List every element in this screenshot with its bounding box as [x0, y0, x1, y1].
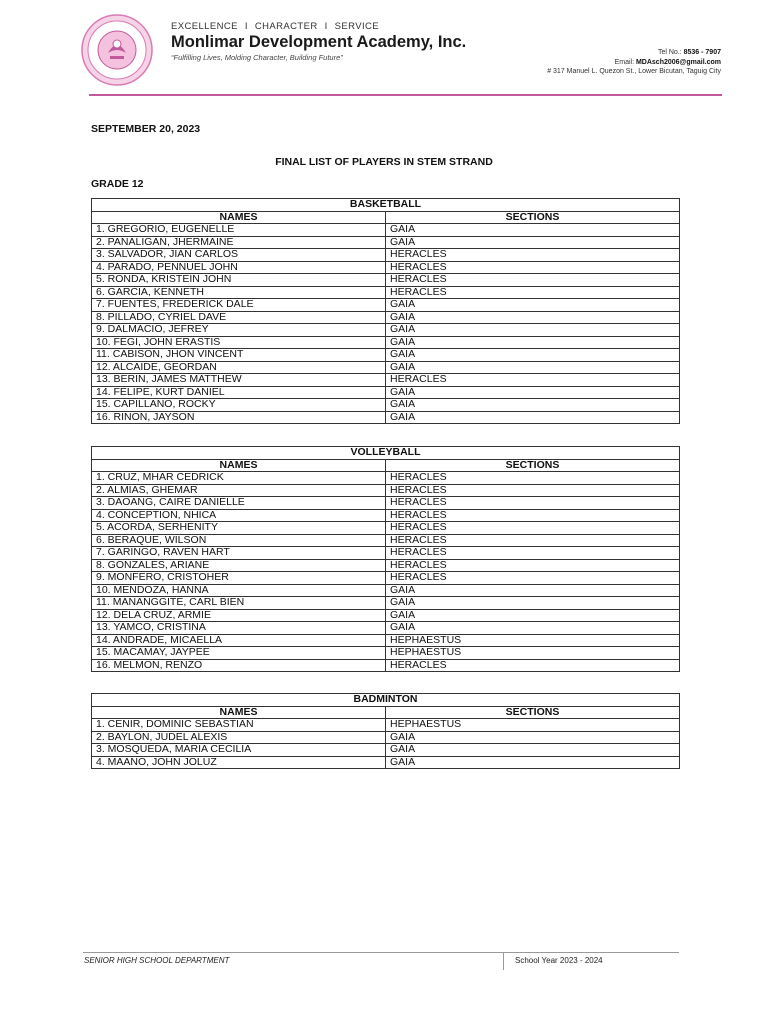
table-row	[92, 497, 680, 510]
player-name-cell: 12. ALCAIDE, GEORDAN	[92, 361, 386, 374]
table-row	[92, 522, 680, 535]
table-row	[92, 374, 680, 387]
table-row	[92, 719, 680, 732]
player-name-cell: 1. GREGORIO, EUGENELLE	[92, 224, 386, 237]
section-cell: GAIA	[386, 622, 680, 635]
player-name-cell: 4. MAANO, JOHN JOLUZ	[92, 756, 386, 769]
table-row	[92, 472, 680, 485]
contact-tel	[547, 48, 721, 58]
motto-separator: I	[244, 21, 248, 32]
table-row	[92, 559, 680, 572]
table-row	[92, 336, 680, 349]
section-cell: HEPHAESTUS	[386, 634, 680, 647]
table-row	[92, 484, 680, 497]
volleyball-roster-table	[91, 446, 680, 672]
player-name-cell: 11. MANANGGITE, CARL BIEN	[92, 597, 386, 610]
section-cell: GAIA	[386, 411, 680, 424]
section-cell: GAIA	[386, 584, 680, 597]
table-row	[92, 349, 680, 362]
player-name-cell: 1. CRUZ, MHAR CEDRICK	[92, 472, 386, 485]
table-title-row	[92, 199, 680, 212]
header-divider	[89, 94, 722, 96]
table-header-row	[92, 459, 680, 472]
player-name-cell: 6. BERAQUE, WILSON	[92, 534, 386, 547]
footer-column-divider	[503, 953, 504, 970]
section-cell: GAIA	[386, 399, 680, 412]
section-cell: HERACLES	[386, 534, 680, 547]
player-name-cell: 1. CENIR, DOMINIC SEBASTIAN	[92, 719, 386, 732]
sport-title: BADMINTON	[92, 694, 680, 707]
section-cell: GAIA	[386, 311, 680, 324]
table-header-row	[92, 706, 680, 719]
tel-value: 8536 - 7907	[683, 49, 721, 56]
table-row	[92, 361, 680, 374]
table-row	[92, 756, 680, 769]
section-cell: GAIA	[386, 336, 680, 349]
school-tagline: “Fulfilling Lives, Molding Character, Building Future”	[171, 53, 343, 62]
player-name-cell: 13. YAMCO, CRISTINA	[92, 622, 386, 635]
section-cell: HERACLES	[386, 497, 680, 510]
motto-separator: I	[324, 21, 328, 32]
school-motto	[171, 21, 379, 32]
footer-school-year: School Year 2023 - 2024	[515, 956, 603, 965]
table-row	[92, 622, 680, 635]
table-row	[92, 634, 680, 647]
player-name-cell: 14. FELIPE, KURT DANIEL	[92, 386, 386, 399]
motto-word: EXCELLENCE	[171, 21, 238, 32]
sport-title: VOLLEYBALL	[92, 447, 680, 460]
names-column-header: NAMES	[92, 459, 386, 472]
table-row	[92, 731, 680, 744]
section-cell: GAIA	[386, 609, 680, 622]
tel-label: Tel No.:	[657, 49, 682, 56]
player-name-cell: 5. RONDA, KRISTEIN JOHN	[92, 274, 386, 287]
player-name-cell: 3. SALVADOR, JIAN CARLOS	[92, 249, 386, 262]
player-name-cell: 15. CAPILLANO, ROCKY	[92, 399, 386, 412]
player-name-cell: 2. PANALIGAN, JHERMAINE	[92, 236, 386, 249]
table-row	[92, 584, 680, 597]
section-cell: GAIA	[386, 731, 680, 744]
section-cell: HERACLES	[386, 547, 680, 560]
names-column-header: NAMES	[92, 706, 386, 719]
table-row	[92, 236, 680, 249]
player-name-cell: 7. GARINGO, RAVEN HART	[92, 547, 386, 560]
section-cell: GAIA	[386, 299, 680, 312]
section-cell: HEPHAESTUS	[386, 719, 680, 732]
table-row	[92, 609, 680, 622]
section-cell: GAIA	[386, 744, 680, 757]
section-cell: GAIA	[386, 597, 680, 610]
section-cell: HERACLES	[386, 261, 680, 274]
contact-block	[547, 48, 721, 77]
table-row	[92, 224, 680, 237]
player-name-cell: 9. DALMACIO, JEFREY	[92, 324, 386, 337]
sport-title: BASKETBALL	[92, 199, 680, 212]
table-row	[92, 597, 680, 610]
motto-word: CHARACTER	[254, 21, 318, 32]
table-row	[92, 572, 680, 585]
table-row	[92, 659, 680, 672]
section-cell: HERACLES	[386, 374, 680, 387]
section-cell: GAIA	[386, 349, 680, 362]
motto-word: SERVICE	[334, 21, 379, 32]
player-name-cell: 14. ANDRADE, MICAELLA	[92, 634, 386, 647]
section-cell: HERACLES	[386, 659, 680, 672]
contact-address: # 317 Manuel L. Quezon St., Lower Bicutan, Taguig City	[547, 68, 721, 75]
section-cell: GAIA	[386, 756, 680, 769]
table-row	[92, 411, 680, 424]
table-title-row	[92, 447, 680, 460]
section-cell: GAIA	[386, 386, 680, 399]
contact-email	[547, 58, 721, 68]
section-cell: GAIA	[386, 236, 680, 249]
table-row	[92, 274, 680, 287]
section-cell: GAIA	[386, 224, 680, 237]
table-row	[92, 647, 680, 660]
section-cell: HERACLES	[386, 484, 680, 497]
section-cell: GAIA	[386, 361, 680, 374]
footer-department: SENIOR HIGH SCHOOL DEPARTMENT	[84, 956, 230, 965]
badminton-roster-table	[91, 693, 680, 769]
table-row	[92, 249, 680, 262]
section-cell: HERACLES	[386, 274, 680, 287]
table-row	[92, 286, 680, 299]
table-row	[92, 399, 680, 412]
player-name-cell: 10. FEGI, JOHN ERASTIS	[92, 336, 386, 349]
email-value: MDAsch2006@gmail.com	[635, 58, 721, 66]
table-row	[92, 324, 680, 337]
player-name-cell: 3. MOSQUEDA, MARIA CECILIA	[92, 744, 386, 757]
table-header-row	[92, 211, 680, 224]
player-name-cell: 7. FUENTES, FREDERICK DALE	[92, 299, 386, 312]
player-name-cell: 8. GONZALES, ARIANE	[92, 559, 386, 572]
player-name-cell: 16. RINON, JAYSON	[92, 411, 386, 424]
document-title: FINAL LIST OF PLAYERS IN STEM STRAND	[275, 156, 493, 168]
section-cell: HERACLES	[386, 559, 680, 572]
player-name-cell: 13. BERIN, JAMES MATTHEW	[92, 374, 386, 387]
section-cell: HERACLES	[386, 472, 680, 485]
table-row	[92, 744, 680, 757]
section-cell: HERACLES	[386, 249, 680, 262]
player-name-cell: 4. PARADO, PENNUEL JOHN	[92, 261, 386, 274]
table-row	[92, 386, 680, 399]
footer-divider	[83, 952, 679, 953]
player-name-cell: 12. DELA CRUZ, ARMIE	[92, 609, 386, 622]
school-seal-logo	[80, 13, 154, 87]
player-name-cell: 15. MACAMAY, JAYPEE	[92, 647, 386, 660]
player-name-cell: 2. ALMIAS, GHEMAR	[92, 484, 386, 497]
section-cell: GAIA	[386, 324, 680, 337]
table-row	[92, 311, 680, 324]
player-name-cell: 4. CONCEPTION, NHICA	[92, 509, 386, 522]
table-title-row	[92, 694, 680, 707]
table-row	[92, 509, 680, 522]
player-name-cell: 3. DAOANG, CAIRE DANIELLE	[92, 497, 386, 510]
player-name-cell: 5. ACORDA, SERHENITY	[92, 522, 386, 535]
basketball-roster-table	[91, 198, 680, 424]
table-row	[92, 534, 680, 547]
school-name: Monlimar Development Academy, Inc.	[171, 33, 467, 51]
sections-column-header: SECTIONS	[386, 459, 680, 472]
section-cell: HEPHAESTUS	[386, 647, 680, 660]
section-cell: HERACLES	[386, 286, 680, 299]
grade-level: GRADE 12	[91, 178, 144, 190]
table-row	[92, 261, 680, 274]
sections-column-header: SECTIONS	[386, 706, 680, 719]
player-name-cell: 8. PILLADO, CYRIEL DAVE	[92, 311, 386, 324]
player-name-cell: 9. MONFERO, CRISTOHER	[92, 572, 386, 585]
player-name-cell: 16. MELMON, RENZO	[92, 659, 386, 672]
sections-column-header: SECTIONS	[386, 211, 680, 224]
player-name-cell: 2. BAYLON, JUDEL ALEXIS	[92, 731, 386, 744]
section-cell: HERACLES	[386, 572, 680, 585]
table-row	[92, 547, 680, 560]
names-column-header: NAMES	[92, 211, 386, 224]
document-date: SEPTEMBER 20, 2023	[91, 123, 201, 135]
section-cell: HERACLES	[386, 509, 680, 522]
player-name-cell: 6. GARCIA, KENNETH	[92, 286, 386, 299]
player-name-cell: 11. CABISON, JHON VINCENT	[92, 349, 386, 362]
player-name-cell: 10. MENDOZA, HANNA	[92, 584, 386, 597]
section-cell: HERACLES	[386, 522, 680, 535]
email-label: Email:	[614, 58, 635, 66]
table-row	[92, 299, 680, 312]
